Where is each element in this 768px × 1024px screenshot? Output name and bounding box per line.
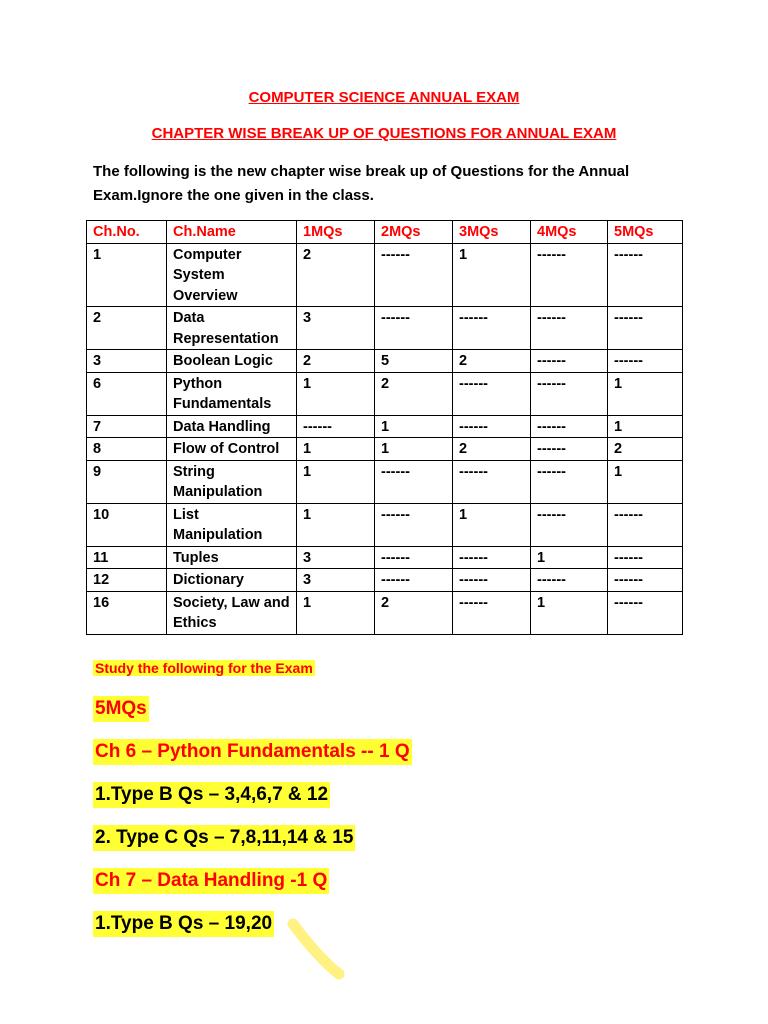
table-cell: ------ xyxy=(453,591,531,634)
table-cell: ------ xyxy=(608,350,683,373)
table-cell: ------ xyxy=(608,569,683,592)
table-row xyxy=(87,372,683,415)
table-cell: 1 xyxy=(375,438,453,461)
table-cell: ------ xyxy=(608,503,683,546)
table-row xyxy=(87,307,683,350)
document-subtitle: CHAPTER WISE BREAK UP OF QUESTIONS FOR ANNUAL EXAM xyxy=(151,125,617,142)
table-row xyxy=(87,460,683,503)
table-cell: ------ xyxy=(297,415,375,438)
table-cell: ------ xyxy=(531,350,608,373)
ch6-heading xyxy=(93,739,412,765)
column-header: 5MQs xyxy=(608,221,683,244)
column-header: Ch.Name xyxy=(167,221,297,244)
table-row xyxy=(87,438,683,461)
table-cell: ------ xyxy=(608,307,683,350)
ch6-type-c-text: 2. Type C Qs – 7,8,11,14 & 15 xyxy=(93,825,355,851)
table-row xyxy=(87,569,683,592)
table-cell: ------ xyxy=(531,372,608,415)
highlighter-stroke xyxy=(283,910,353,986)
table-cell: 1 xyxy=(608,460,683,503)
table-cell: ------ xyxy=(531,503,608,546)
table-row xyxy=(87,243,683,307)
column-header: 4MQs xyxy=(531,221,608,244)
table-cell: ------ xyxy=(375,307,453,350)
table-cell: ------ xyxy=(375,546,453,569)
table-cell: ------ xyxy=(453,372,531,415)
column-header: 1MQs xyxy=(297,221,375,244)
table-cell: ------ xyxy=(608,591,683,634)
column-header: 3MQs xyxy=(453,221,531,244)
table-cell: 11 xyxy=(87,546,167,569)
table-row xyxy=(87,503,683,546)
table-cell: ------ xyxy=(375,460,453,503)
table-cell: 1 xyxy=(297,372,375,415)
table-cell: Flow of Control xyxy=(167,438,297,461)
table-cell: Computer System Overview xyxy=(167,243,297,307)
document-title: COMPUTER SCIENCE ANNUAL EXAM xyxy=(248,89,520,106)
section-5mqs xyxy=(93,696,149,722)
table-cell: ------ xyxy=(453,546,531,569)
table-cell: ------ xyxy=(608,546,683,569)
table-row xyxy=(87,591,683,634)
table-cell: Society, Law and Ethics xyxy=(167,591,297,634)
question-breakup-table xyxy=(86,220,683,635)
table-cell: List Manipulation xyxy=(167,503,297,546)
table-row xyxy=(87,350,683,373)
table-cell: ------ xyxy=(608,243,683,307)
table-cell: 2 xyxy=(297,243,375,307)
ch6-type-b-text: 1.Type B Qs – 3,4,6,7 & 12 xyxy=(93,782,330,808)
table-header-row xyxy=(87,221,683,244)
table-cell: ------ xyxy=(375,569,453,592)
table-cell: ------ xyxy=(531,243,608,307)
ch6-type-b xyxy=(93,782,330,808)
table-cell: 12 xyxy=(87,569,167,592)
table-cell: 16 xyxy=(87,591,167,634)
table-cell: 1 xyxy=(375,415,453,438)
table-cell: 3 xyxy=(87,350,167,373)
table-cell: 9 xyxy=(87,460,167,503)
table-cell: 1 xyxy=(531,546,608,569)
table-cell: 1 xyxy=(297,503,375,546)
table-cell: ------ xyxy=(453,460,531,503)
section-5mqs-text: 5MQs xyxy=(93,696,149,722)
table-cell: 3 xyxy=(297,307,375,350)
table-cell: 7 xyxy=(87,415,167,438)
table-cell: Tuples xyxy=(167,546,297,569)
study-heading xyxy=(93,660,315,676)
table-cell: ------ xyxy=(531,307,608,350)
table-cell: 3 xyxy=(297,569,375,592)
ch6-heading-text: Ch 6 – Python Fundamentals -- 1 Q xyxy=(93,739,412,765)
table-cell: ------ xyxy=(375,243,453,307)
table-cell: String Manipulation xyxy=(167,460,297,503)
ch7-type-b-text: 1.Type B Qs – 19,20 xyxy=(93,911,274,937)
table-cell: Data Handling xyxy=(167,415,297,438)
table-cell: 6 xyxy=(87,372,167,415)
intro-paragraph: The following is the new chapter wise break up of Questions for the Annual Exam.Ignore the one given in the class. xyxy=(93,163,630,204)
table-cell: 10 xyxy=(87,503,167,546)
table-cell: 3 xyxy=(297,546,375,569)
table-body xyxy=(87,243,683,634)
table-row xyxy=(87,415,683,438)
table-cell: 5 xyxy=(375,350,453,373)
table-cell: 1 xyxy=(297,460,375,503)
table-cell: Data Representation xyxy=(167,307,297,350)
table-cell: 8 xyxy=(87,438,167,461)
table-cell: ------ xyxy=(531,569,608,592)
ch6-type-c xyxy=(93,825,355,851)
ch7-heading xyxy=(93,868,329,894)
table-cell: 2 xyxy=(87,307,167,350)
table-cell: 1 xyxy=(297,591,375,634)
table-cell: Boolean Logic xyxy=(167,350,297,373)
column-header: Ch.No. xyxy=(87,221,167,244)
table-cell: 2 xyxy=(375,591,453,634)
table-cell: 1 xyxy=(531,591,608,634)
table-cell: ------ xyxy=(453,307,531,350)
table-cell: ------ xyxy=(453,569,531,592)
table-cell: ------ xyxy=(531,415,608,438)
ch7-heading-text: Ch 7 – Data Handling -1 Q xyxy=(93,868,329,894)
table-cell: ------ xyxy=(531,438,608,461)
table-cell: 1 xyxy=(608,415,683,438)
ch7-type-b xyxy=(93,911,274,937)
table-cell: ------ xyxy=(375,503,453,546)
table-cell: 1 xyxy=(608,372,683,415)
table-cell: Dictionary xyxy=(167,569,297,592)
table-row xyxy=(87,546,683,569)
table-cell: 1 xyxy=(453,243,531,307)
table-cell: Python Fundamentals xyxy=(167,372,297,415)
table-cell: 1 xyxy=(453,503,531,546)
table-cell: 1 xyxy=(297,438,375,461)
study-heading-text: Study the following for the Exam xyxy=(95,660,313,676)
table-cell: ------ xyxy=(453,415,531,438)
table-cell: 2 xyxy=(297,350,375,373)
table-cell: 2 xyxy=(453,438,531,461)
table-cell: 2 xyxy=(608,438,683,461)
table-cell: 2 xyxy=(453,350,531,373)
column-header: 2MQs xyxy=(375,221,453,244)
table-cell: ------ xyxy=(531,460,608,503)
table-cell: 1 xyxy=(87,243,167,307)
table-cell: 2 xyxy=(375,372,453,415)
